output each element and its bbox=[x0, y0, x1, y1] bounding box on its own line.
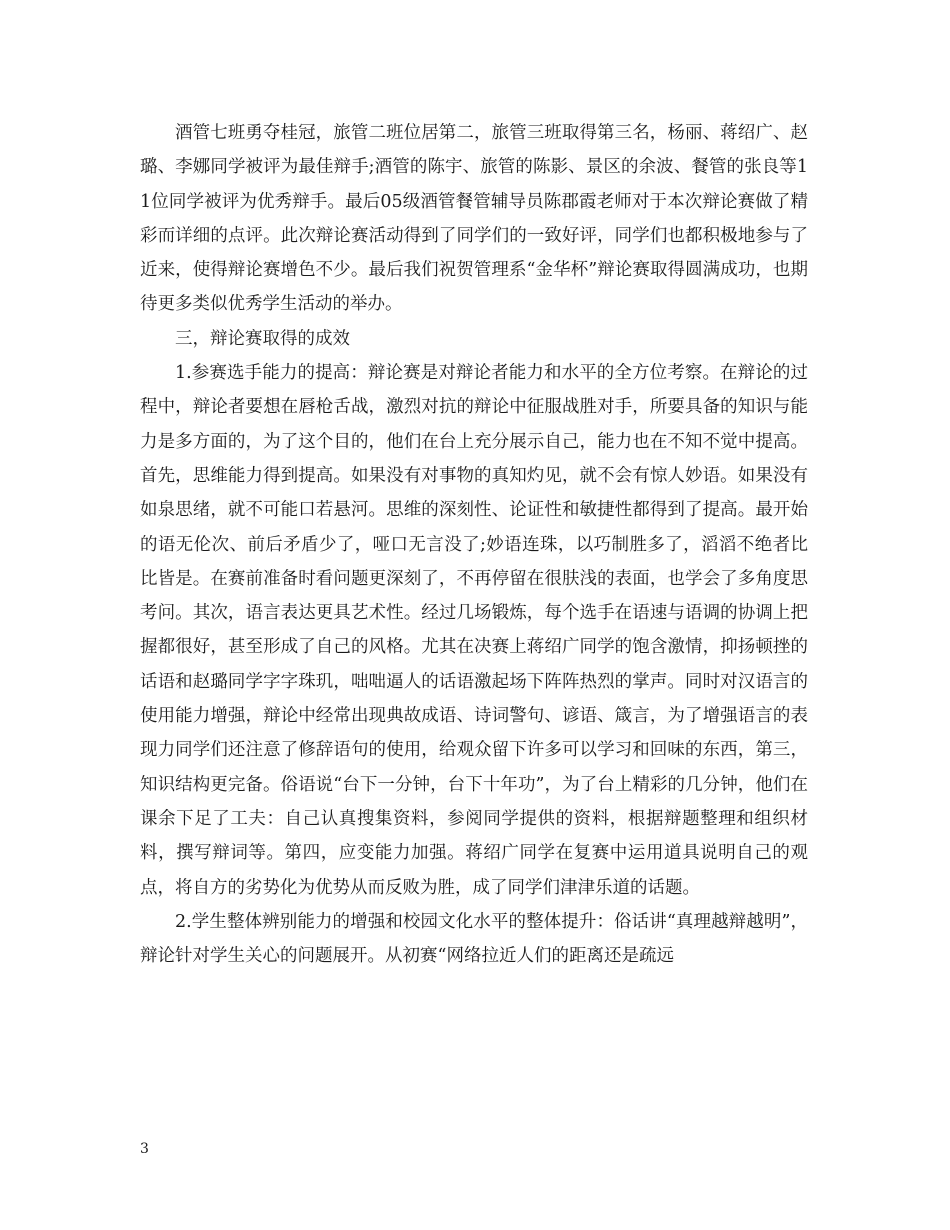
document-body bbox=[140, 116, 808, 973]
section-heading-outcomes: 三，辩论赛取得的成效 bbox=[175, 328, 350, 349]
paragraph-ability-improvement: 1.参赛选手能力的提高：辩论赛是对辩论者能力和水平的全方位考察。在辩论的过程中，辩论者要想在唇枪舌战，激烈对抗的辩论中征服战胜对手，所要具备的知识与能力是多方面的，为了这个目的，他们在台上充分展示自己，能力也在不知不觉中提高。首先，思维能力得到提高。如果没有对事物的真知灼见，就不会有惊人妙语。如果没有如泉思绪，就不可能口若悬河。思维的深刻性、论证性和敏捷性都得到了提高。最开始的语无伦次、前后矛盾少了，哑口无言没了;妙语连珠，以巧制胜多了，滔滔不绝者比比皆是。在赛前准备时看问题更深刻了，不再停留在很肤浅的表面，也学会了多角度思考问。其次，语言表达更具艺术性。经过几场锻炼，每个选手在语速与语调的协调上把握都很好，甚至形成了自己的风格。尤其在决赛上蒋绍广同学的饱含激情，抑扬顿挫的话语和赵璐同学字字珠玑，咄咄逼人的话语激起场下阵阵热烈的掌声。同时对汉语言的使用能力增强，辩论中经常出现典故成语、诗词警句、谚语、箴言，为了增强语言的表现力同学们还注意了修辞语句的使用，给观众留下许多可以学习和回味的东西，第三，知识结构更完备。俗语说“台下一分钟，台下十年功”，为了台上精彩的几分钟，他们在课余下足了工夫：自己认真搜集资料，参阅同学提供的资料，根据辩题整理和组织材料，撰写辩词等。第四，应变能力加强。蒋绍广同学在复赛中运用道具说明自己的观点，将自方的劣势化为优势从而反败为胜，成了同学们津津乐道的话题。 bbox=[140, 363, 808, 898]
paragraph-results: 酒管七班勇夺桂冠，旅管二班位居第二，旅管三班取得第三名，杨丽、蒋绍广、赵璐、李娜同学被评为最佳辩手;酒管的陈宇、旅管的陈影、景区的余波、餐管的张良等11位同学被评为优秀辩手。最后05级酒管餐管辅导员陈郡霞老师对于本次辩论赛做了精彩而详细的点评。此次辩论赛活动得到了同学们的一致好评，同学们也都积极地参与了近来，使得辩论赛增色不少。最后我们祝贺管理系“金华杯”辩论赛取得圆满成功，也期待更多类似优秀学生活动的举办。 bbox=[140, 123, 808, 315]
paragraph-campus-culture: 2.学生整体辨别能力的增强和校园文化水平的整体提升：俗话讲“真理越辩越明”，辩论针对学生关心的问题展开。从初赛“网络拉近人们的距离还是疏远 bbox=[140, 911, 808, 967]
page-number: 3 bbox=[140, 1141, 149, 1157]
